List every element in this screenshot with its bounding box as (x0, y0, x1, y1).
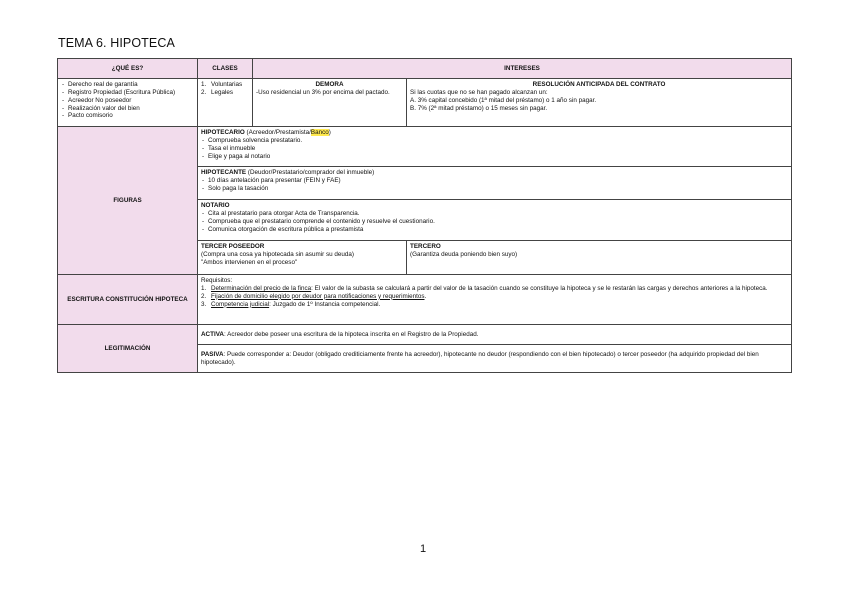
list-item: - Derecho real de garantía (61, 81, 194, 89)
list-item: - 10 días antelación para presentar (FEIN y FAE) (201, 177, 788, 185)
tercer-poseedor-title: TERCER POSEEDOR (201, 243, 265, 250)
activa-text: : Acreedor debe poseer una escritura de la hipoteca inscrita en el Registro de la Propiedad. (223, 330, 479, 338)
notario-title: NOTARIO (201, 202, 230, 209)
pasiva-cell (198, 345, 792, 373)
header-clases: CLASES (198, 59, 253, 79)
demora-title: DEMORA (315, 81, 344, 88)
hipotecario-heading: HIPOTECARIO (Acreedor/Prestamista/Banco) (201, 129, 331, 136)
header-row (58, 59, 792, 79)
activa-title: ACTIVA (201, 330, 224, 338)
notario-cell (198, 200, 792, 241)
pasiva-title: PASIVA (201, 350, 224, 358)
hipotecante-heading: HIPOTECANTE (Deudor/Prestatario/comprador del inmueble) (201, 169, 375, 176)
list-item: - Pacto comisorio (61, 112, 194, 120)
list-item: 1. Voluntarias (201, 81, 243, 88)
tercero-desc: (Garantiza deuda poniendo bien suyo) (410, 250, 518, 258)
list-item: - Cita al prestatario para otorgar Acta de Transparencia. (201, 210, 788, 218)
demora-cell (253, 79, 407, 127)
que-es-list (61, 81, 194, 120)
header-que-es: ¿QUÉ ES? (58, 59, 198, 79)
demora-text: -Uso residencial un 3% por encima del pactado. (256, 88, 390, 96)
list-item: - Elige y paga al notario (201, 153, 788, 161)
list-item: - Registro Propiedad (Escritura Pública) (61, 89, 194, 97)
figuras-label: FIGURAS (58, 127, 198, 275)
escritura-cell (198, 275, 792, 325)
header-intereses: INTERESES (253, 59, 792, 79)
resolucion-option-a: A. 3% capital concebido (1ª mitad del préstamo) o 1 año sin pagar. (410, 96, 597, 104)
resolucion-title: RESOLUCIÓN ANTICIPADA DEL CONTRATO (532, 81, 666, 88)
document-title: TEMA 6. HIPOTECA (58, 36, 175, 50)
pasiva-text: : Puede corresponder a: Deudor (obligado crediticiamente frente ha acreedor), hipotecante no deudor (respondiendo con el bien hipotecado) o tercer poseedor (ha adquirido propiedad del bien hipotecado). (201, 350, 759, 366)
list-item: 2. Fijación de domicilio elegido por deudor para notificaciones y requerimientos. (201, 292, 427, 300)
banco-highlight: Banco (310, 129, 329, 136)
list-item: 3. Competencia judicial: Juzgado de 1º Instancia competencial. (201, 300, 381, 308)
tercero-title: TERCERO (410, 243, 441, 250)
resolucion-intro: Si las cuotas que no se han pagado alcanzan un: (410, 88, 548, 96)
requisitos-label: Requisitos: (201, 277, 233, 284)
clases-cell (198, 79, 253, 127)
que-es-cell (58, 79, 198, 127)
list-item: - Comprueba solvencia prestatario. (201, 137, 788, 145)
legitimacion-row-activa (58, 325, 792, 345)
page-number: 1 (420, 543, 427, 555)
hipotecario-cell (198, 127, 792, 167)
clases-list (201, 81, 249, 97)
list-item: 1. Determinación del precio de la finca: El valor de la subasta se calculará a partir del valor de la tasación cuando se constituye la hipoteca y se le restarán las cargas y derechos anteriores a la hipoteca. (201, 284, 768, 292)
escritura-row (58, 275, 792, 325)
figuras-row-hipotecario (58, 127, 792, 167)
activa-cell (198, 325, 792, 345)
tercero-cell (407, 241, 792, 275)
list-item: - Tasa el inmueble (201, 145, 788, 153)
tercer-poseedor-note: "Ambos intervienen en el proceso" (201, 258, 298, 266)
hipoteca-table (57, 58, 792, 373)
hipotecante-list (201, 177, 788, 193)
resolucion-option-b: B. 7% (2ª mitad préstamo) o 15 meses sin pagar. (410, 104, 548, 112)
legitimacion-label: LEGITIMACIÓN (58, 325, 198, 373)
list-item: - Solo paga la tasación (201, 185, 788, 193)
tercer-poseedor-desc: (Compra una cosa ya hipotecada sin asumir su deuda) (201, 250, 354, 258)
requisitos-list (201, 285, 788, 309)
list-item: - Acreedor No poseedor (61, 97, 194, 105)
definition-row (58, 79, 792, 127)
notario-list (201, 210, 788, 234)
list-item: - Realización valor del bien (61, 105, 194, 113)
list-item: - Comunica otorgación de escritura pública a prestamista (201, 226, 788, 234)
tercer-poseedor-cell (198, 241, 407, 275)
hipotecario-list (201, 137, 788, 161)
list-item: 2. Legales (201, 88, 234, 96)
hipotecante-cell (198, 167, 792, 200)
escritura-label: ESCRITURA CONSTITUCIÓN HIPOTECA (58, 275, 198, 325)
list-item: - Comprueba que el prestatario comprende el contenido y resuelve el cuestionario. (201, 218, 788, 226)
resolucion-cell (407, 79, 792, 127)
